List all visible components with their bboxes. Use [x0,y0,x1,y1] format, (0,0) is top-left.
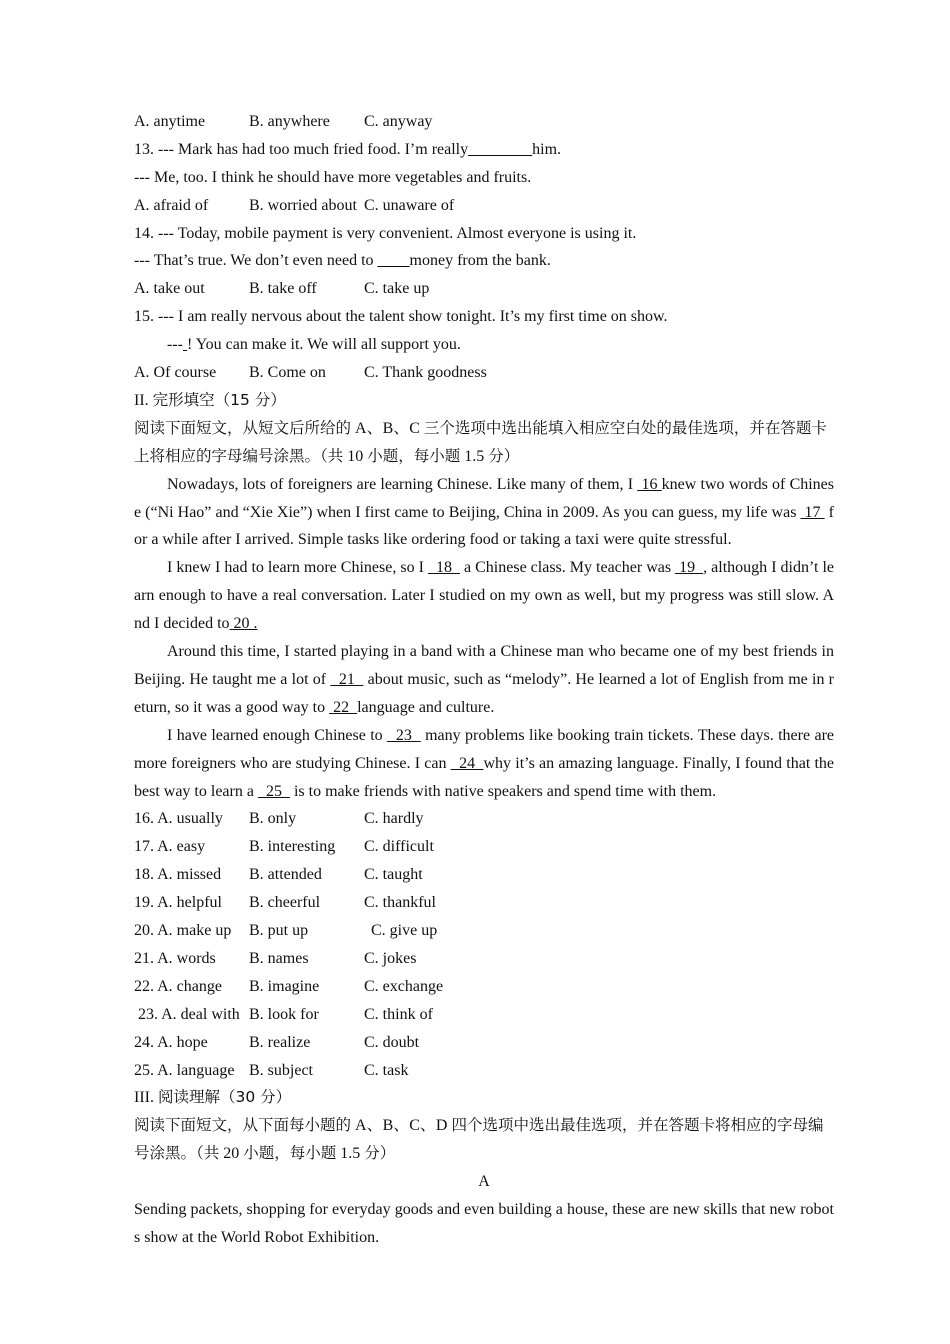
passage-paragraph: Nowadays, lots of foreigners are learning Chinese. Like many of them, I 16 knew two words of Chinese (“Ni Hao” and “Xie Xie”) when I first came to Beijing, China in 2009. As you can guess, my life was 17 for a while after I arrived. Simple tasks like ordering food or taking a taxi were quite stressful. [134,475,835,549]
option-row: 16. A. usually B. only C. hardly [134,810,424,828]
blank-25: 25 [257,782,290,800]
exam-page [134,108,834,1252]
answer-blank: ________ [468,140,533,158]
passage-paragraph: I knew I had to learn more Chinese, so I 18 a Chinese class. My teacher was 19 , although I didn’t learn enough to have a real conversation. Later I studied on my own as well, but my progress was still slow. And I decided to 20 . [134,559,835,633]
blank-21: 21 [330,670,364,688]
q14-reply: --- That’s true. We don’t even need to ____money from the bank. [134,252,551,270]
q13-reply: --- Me, too. I think he should have more vegetables and fruits. [134,168,532,186]
blank-16: 16 [637,475,662,493]
blank-19: 19 [675,559,704,577]
answer-blank: ____ [377,252,410,270]
option-a: A. take out [134,280,205,298]
option-a: A. afraid of [134,196,209,214]
option-row: 25. A. language B. subject C. task [134,1061,409,1079]
option-b: B. Come on [249,364,326,382]
option-a: A. Of course [134,364,217,382]
option-row: 22. A. change B. imagine C. exchange [134,977,444,995]
passage-label: A [478,1173,490,1191]
section-2-title: II. 完形填空（15 分） [134,390,286,409]
option-c: C. unaware of [364,196,455,214]
q12-options [134,108,834,136]
blank-24: 24 [450,754,484,772]
option-a: A. anytime [134,113,206,130]
q15-reply: --- ! You can make it. We will all support you. [167,336,461,354]
option-row: 21. A. words B. names C. jokes [134,949,417,967]
option-row: 17. A. easy B. interesting C. difficult [134,838,434,856]
blank-17: 17 [800,503,825,521]
q15-stem: 15. --- I am really nervous about the talent show tonight. It’s my first time on show. [134,308,668,326]
cloze-options [134,805,834,1084]
q14-options [134,275,834,303]
option-b: B. anywhere [249,113,330,130]
section-3-title: III. 阅读理解（30 分） [134,1088,292,1107]
passage-paragraph: Around this time, I started playing in a band with a Chinese man who became one of my best friends in Beijing. He taught me a lot of 21 about music, such as “melody”. He learned a lot of English from me in return, so it was a good way to 22 language and culture. [134,643,835,716]
section-2-instructions: 阅读下面短文，从短文后所给的 A、B、C 三个选项中选出能填入相应空白处的最佳选项，并在答题卡上将相应的字母编号涂黑。（共 10 小题，每小题 1.5 分） [134,418,827,465]
q13-stem: 13. --- Mark has had too much fried food. I’m really________him. [134,140,562,158]
blank-20: 20 . [229,615,258,633]
blank-23: 23 [387,726,421,744]
q13-options [134,192,834,220]
q15-options [134,359,834,387]
blank-18: 18 [427,559,460,577]
option-c: C. Thank goodness [364,364,487,382]
section-3-instructions: 阅读下面短文，从下面每小题的 A、B、C、D 四个选项中选出最佳选项，并在答题卡将相应的字母编号涂黑。（共 20 小题，每小题 1.5 分） [134,1116,824,1163]
option-row: 23. A. deal with B. look for C. think of [138,1005,433,1023]
reading-passage-start: Sending packets, shopping for everyday goods and even building a house, these are new skills that new robots show at the World Robot Exhibition. [134,1200,834,1246]
option-row: 20. A. make up B. put up C. give up [134,922,438,940]
blank-22: 22 [329,698,358,716]
option-b: B. take off [249,280,317,298]
option-row: 18. A. missed B. attended C. taught [134,866,423,884]
option-c: C. take up [364,280,430,298]
option-row: 24. A. hope B. realize C. doubt [134,1033,420,1051]
cloze-passage [134,471,834,806]
passage-paragraph: I have learned enough Chinese to 23 many problems like booking train tickets. These days. there are more foreigners who are studying Chinese. I can 24 why it’s an amazing language. Finally, I found that the best way to learn a 25 is to make friends with native speakers and spend time with them. [134,726,835,800]
q14-stem: 14. --- Today, mobile payment is very convenient. Almost everyone is using it. [134,224,637,242]
option-row: 19. A. helpful B. cheerful C. thankful [134,894,436,912]
option-b: B. worried about [249,196,357,214]
option-c: C. anyway [364,113,433,130]
